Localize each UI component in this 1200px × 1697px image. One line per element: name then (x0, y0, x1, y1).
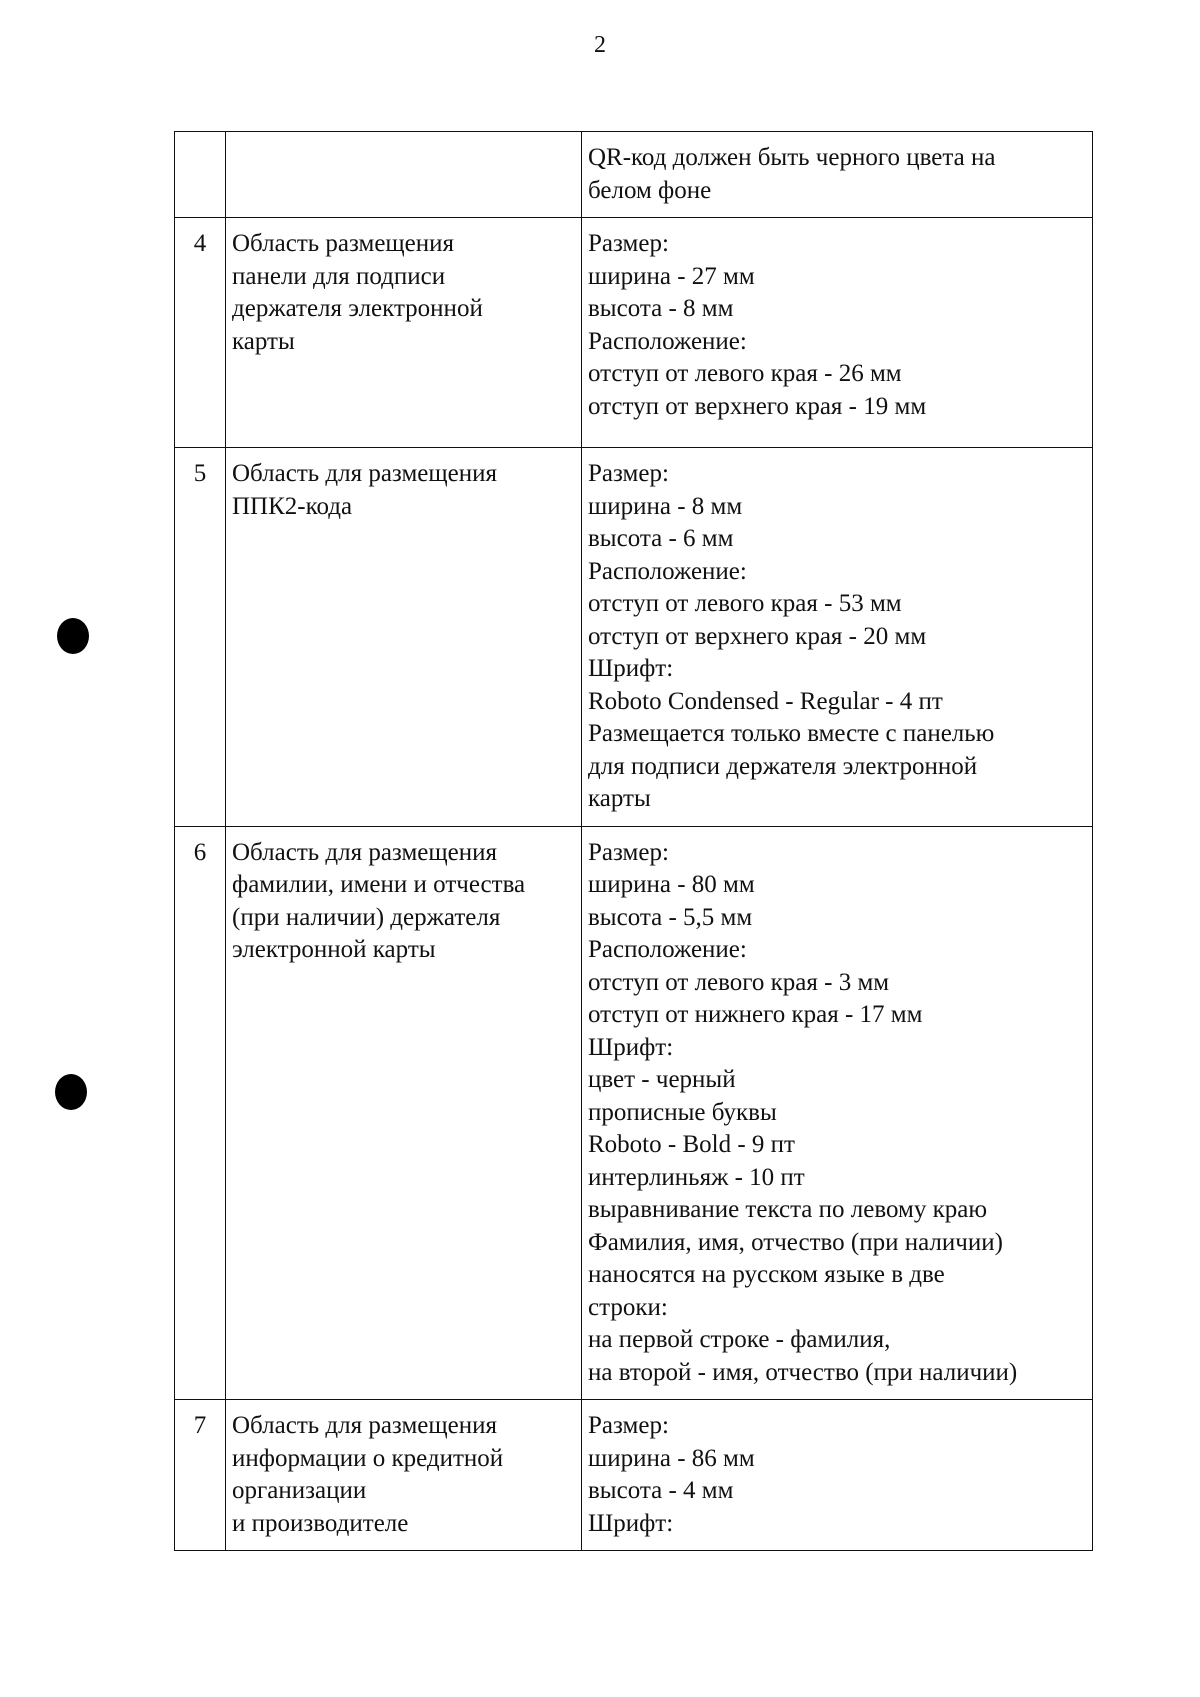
requirement-line: Размер: (588, 838, 669, 866)
requirement-line: на второй - имя, отчество (при наличии) (588, 1358, 1018, 1386)
row-number-cell (175, 1400, 226, 1551)
element-name-line: Область для размещения (232, 1412, 497, 1439)
punch-hole-mark (57, 618, 89, 654)
requirement-line: отступ от верхнего края - 20 мм (588, 622, 927, 650)
requirement-line: QR-код должен быть черного цвета на (588, 144, 996, 171)
element-name-cell (226, 448, 582, 827)
requirement-line: Roboto - Bold - 9 пт (588, 1131, 795, 1158)
requirement-line: выравнивание текста по левому краю (588, 1196, 987, 1223)
requirement-line: Шрифт: (588, 1033, 674, 1061)
requirement-line: Размещается только вместе с панелью (588, 720, 995, 747)
requirement-line: Roboto Condensed - Regular - 4 пт (588, 687, 943, 715)
requirement-line: Расположение: (588, 557, 747, 585)
requirement-line: Шрифт: (588, 1509, 674, 1537)
table-row (175, 826, 1093, 1400)
table-row (175, 1400, 1093, 1551)
element-name-line: Область для размещения (232, 838, 497, 866)
element-name-line: и производителе (232, 1509, 409, 1537)
element-name-cell (226, 218, 582, 448)
row-number: 5 (193, 460, 207, 487)
requirement-line: Расположение: (588, 936, 747, 963)
element-name-line: Область размещения (232, 230, 455, 257)
element-name-cell (226, 132, 582, 218)
requirement-line: Фамилия, имя, отчество (при наличии) (588, 1228, 1003, 1256)
element-name-line: фамилии, имени и отчества (232, 871, 526, 898)
row-number-cell (175, 218, 226, 448)
requirement-line: отступ от левого края - 26 мм (588, 360, 902, 387)
requirements-cell (582, 826, 1093, 1400)
requirement-line: ширина - 8 мм (588, 492, 743, 520)
row-number: 4 (193, 230, 207, 257)
requirement-line: высота - 5,5 мм (588, 903, 753, 931)
element-name-line: информации о кредитной (232, 1444, 504, 1472)
requirement-line: отступ от левого края - 3 мм (588, 968, 890, 996)
requirement-line: цвет - черный (588, 1066, 736, 1093)
requirement-line: ширина - 80 мм (588, 871, 755, 898)
row-number: 6 (193, 838, 207, 866)
element-name-line: электронной карты (232, 936, 436, 963)
requirement-line: для подписи держателя электронной (588, 752, 978, 780)
element-name-line: организации (232, 1477, 367, 1504)
requirement-line: Размер: (588, 1412, 669, 1439)
element-name-line: Область для размещения (232, 460, 497, 487)
element-name-line: ППК2-кода (232, 492, 353, 520)
requirements-cell (582, 132, 1093, 218)
table-row (175, 448, 1093, 827)
requirement-line: наносятся на русском языке в две (588, 1261, 945, 1288)
requirements-cell (582, 218, 1093, 448)
element-name-line: карты (232, 327, 295, 355)
row-number-cell (175, 826, 226, 1400)
table-row (175, 132, 1093, 218)
requirement-line: ширина - 27 мм (588, 262, 755, 290)
requirement-line: белом фоне (588, 176, 712, 204)
requirement-line: высота - 6 мм (588, 525, 734, 552)
requirement-line: ширина - 86 мм (588, 1444, 755, 1472)
requirement-line: прописные буквы (588, 1098, 777, 1126)
requirement-line: интерлиньяж - 10 пт (588, 1163, 805, 1191)
specification-table-body (175, 132, 1093, 1551)
requirement-line: высота - 4 мм (588, 1477, 734, 1504)
element-name-line: панели для подписи (232, 262, 446, 290)
requirement-line: на первой строке - фамилия, (588, 1326, 891, 1353)
table-row (175, 218, 1093, 448)
requirement-line: карты (588, 785, 651, 812)
requirement-line: отступ от верхнего края - 19 мм (588, 392, 927, 420)
requirement-line: Размер: (588, 460, 669, 487)
punch-hole-mark (55, 1074, 87, 1110)
element-name-cell (226, 826, 582, 1400)
page-number: 2 (594, 32, 606, 58)
requirements-cell (582, 1400, 1093, 1551)
specification-table (174, 131, 1093, 1551)
requirement-line: Шрифт: (588, 655, 674, 682)
row-number: 7 (193, 1412, 207, 1439)
element-name-cell (226, 1400, 582, 1551)
element-name-line: держателя электронной (232, 295, 483, 322)
row-number-cell (175, 448, 226, 827)
requirement-line: отступ от нижнего края - 17 мм (588, 1001, 923, 1028)
element-name-line: (при наличии) держателя (232, 903, 501, 931)
requirement-line: Расположение: (588, 327, 747, 355)
requirement-line: высота - 8 мм (588, 295, 734, 322)
requirement-line: отступ от левого края - 53 мм (588, 590, 902, 617)
requirement-line: строки: (588, 1293, 668, 1321)
row-number-cell (175, 132, 226, 218)
requirement-line: Размер: (588, 230, 669, 257)
requirements-cell (582, 448, 1093, 827)
